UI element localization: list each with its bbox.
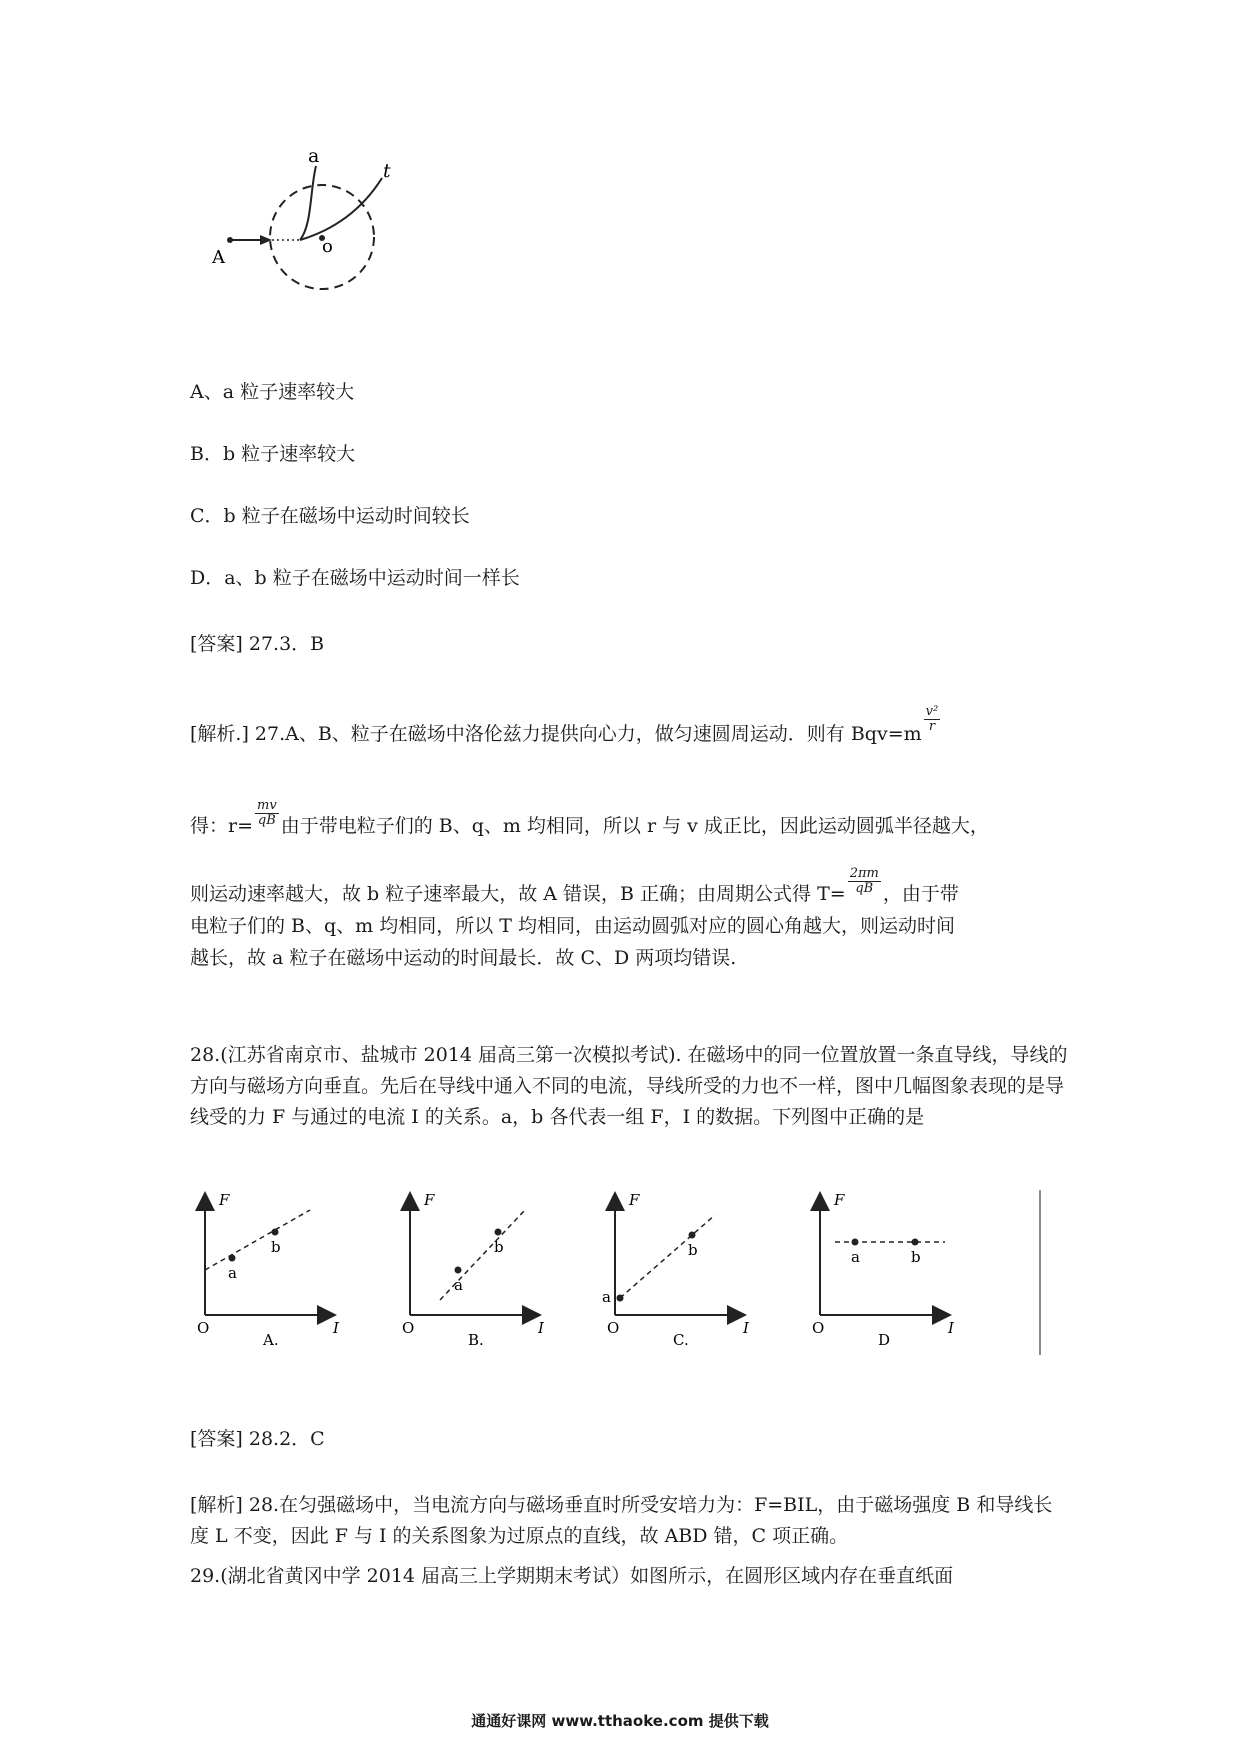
point-b xyxy=(912,1239,919,1246)
point-a-label: a xyxy=(454,1276,463,1294)
point-b-label: b xyxy=(911,1248,921,1266)
point-b xyxy=(272,1229,279,1236)
dashed-relation-line xyxy=(205,1210,310,1270)
label-a: a xyxy=(308,150,320,167)
x-axis-label: I xyxy=(743,1319,749,1337)
question-29: 29.(湖北省黄冈中学 2014 届高三上学期期末考试）如图所示，在圆形区域内存在垂直纸面 xyxy=(190,1565,954,1587)
graph-caption: A. xyxy=(263,1331,279,1349)
point-a xyxy=(617,1295,624,1302)
option-27-C: C．b 粒子在磁场中运动时间较长 xyxy=(190,505,470,527)
x-axis-label: I xyxy=(948,1319,954,1337)
point-a xyxy=(455,1267,462,1274)
graph-A xyxy=(197,1191,340,1349)
option-27-D: D．a、b 粒子在磁场中运动时间一样长 xyxy=(190,567,520,589)
y-axis-label: F xyxy=(424,1191,435,1209)
point-a-label: a xyxy=(602,1288,611,1306)
point-b-label: b xyxy=(271,1238,281,1256)
fraction-denominator: qB xyxy=(257,812,276,828)
fraction-mv-over-qB xyxy=(255,799,279,828)
point-b-label: b xyxy=(688,1241,698,1259)
analysis-28: [解析] 28.在匀强磁场中，当电流方向与磁场垂直时所受安培力为：F=BIL，由于磁场强度 B 和导线长度 L 不变，因此 F 与 I 的关系图象为过原点的直线，故 ABD 错，C 项正确。 xyxy=(190,1494,1053,1547)
point-a-label: a xyxy=(851,1248,860,1266)
particle-trajectory-figure xyxy=(200,150,450,310)
footer-text: 通通好课网 www.tthaoke.com 提供下载 xyxy=(471,1712,769,1730)
label-A: A xyxy=(212,247,225,268)
analysis-27-text2a: 得：r= xyxy=(190,815,254,837)
y-axis-label: F xyxy=(834,1191,845,1209)
origin-label: O xyxy=(197,1319,210,1337)
point-b xyxy=(495,1229,502,1236)
y-axis-label: F xyxy=(629,1191,640,1209)
point-A-dot xyxy=(227,237,233,243)
dashed-relation-line xyxy=(440,1210,525,1300)
point-a xyxy=(852,1239,859,1246)
fraction-v2-over-r xyxy=(924,705,941,734)
analysis-27-line4: 电粒子们的 B、q、m 均相同，所以 T 均相同，由运动圆弧对应的圆心角越大，则运动时间 xyxy=(190,915,955,937)
answer-27: [答案] 27.3．B xyxy=(190,633,325,655)
answer-28: [答案] 28.2．C xyxy=(190,1428,325,1450)
x-axis-label: I xyxy=(333,1319,339,1337)
option-27-B: B．b 粒子速率较大 xyxy=(190,443,356,465)
point-b xyxy=(689,1232,696,1239)
graph-caption: D xyxy=(878,1331,891,1349)
trajectory-a xyxy=(300,166,316,240)
graph-caption: B. xyxy=(468,1331,484,1349)
x-axis-label: I xyxy=(538,1319,544,1337)
label-b: t xyxy=(383,160,391,182)
origin-label: O xyxy=(812,1319,825,1337)
graph-B xyxy=(402,1191,545,1349)
point-a-label: a xyxy=(228,1264,237,1282)
analysis-27-text3b: ，由于带 xyxy=(882,883,959,905)
label-O: o xyxy=(322,236,333,257)
graph-D xyxy=(812,1191,955,1349)
origin-label: O xyxy=(607,1319,620,1337)
fraction-numerator: mv xyxy=(257,797,277,813)
y-axis-label: F xyxy=(219,1191,230,1209)
fraction-numerator: 2πm xyxy=(849,865,879,881)
graph-caption: C. xyxy=(673,1331,689,1349)
fraction-2pim-over-qB xyxy=(848,867,881,896)
fraction-denominator: qB xyxy=(855,880,874,896)
analysis-27-text1: [解析.] 27.A、B、粒子在磁场中洛伦兹力提供向心力，做匀速圆周运动．则有 Bqv=m xyxy=(190,723,922,745)
fraction-denominator: r xyxy=(928,718,936,734)
analysis-27-text2b: 由于带电粒子们的 B、q、m 均相同，所以 r 与 v 成正比，因此运动圆弧半径越大， xyxy=(280,815,989,837)
graphs-28 xyxy=(190,1190,1060,1360)
origin-label: O xyxy=(402,1319,415,1337)
analysis-27-text3a: 则运动速率越大，故 b 粒子速率最大，故 A 错误，B 正确；由周期公式得 T= xyxy=(190,883,846,905)
fraction-numerator: v² xyxy=(925,703,939,719)
option-27-A: A、a 粒子速率较大 xyxy=(190,381,355,403)
analysis-27-line1 xyxy=(190,703,942,750)
analysis-27-line2 xyxy=(190,797,989,842)
analysis-27-line5: 越长，故 a 粒子在磁场中运动的时间最长．故 C、D 两项均错误. xyxy=(190,947,737,969)
point-a xyxy=(229,1255,236,1262)
question-28: 28.(江苏省南京市、盐城市 2014 届高三第一次模拟考试). 在磁场中的同一位置放置一条直导线，导线的方向与磁场方向垂直。先后在导线中通入不同的电流，导线所受的力也不一样，图中几幅图象表现的是导线受的力 F 与通过的电流 I 的关系。a，b 各代表一组 F，I 的数据。下列图中正确的是 xyxy=(190,1044,1068,1128)
dashed-relation-line xyxy=(620,1215,715,1298)
point-b-label: b xyxy=(494,1238,504,1256)
graph-C xyxy=(602,1191,750,1349)
